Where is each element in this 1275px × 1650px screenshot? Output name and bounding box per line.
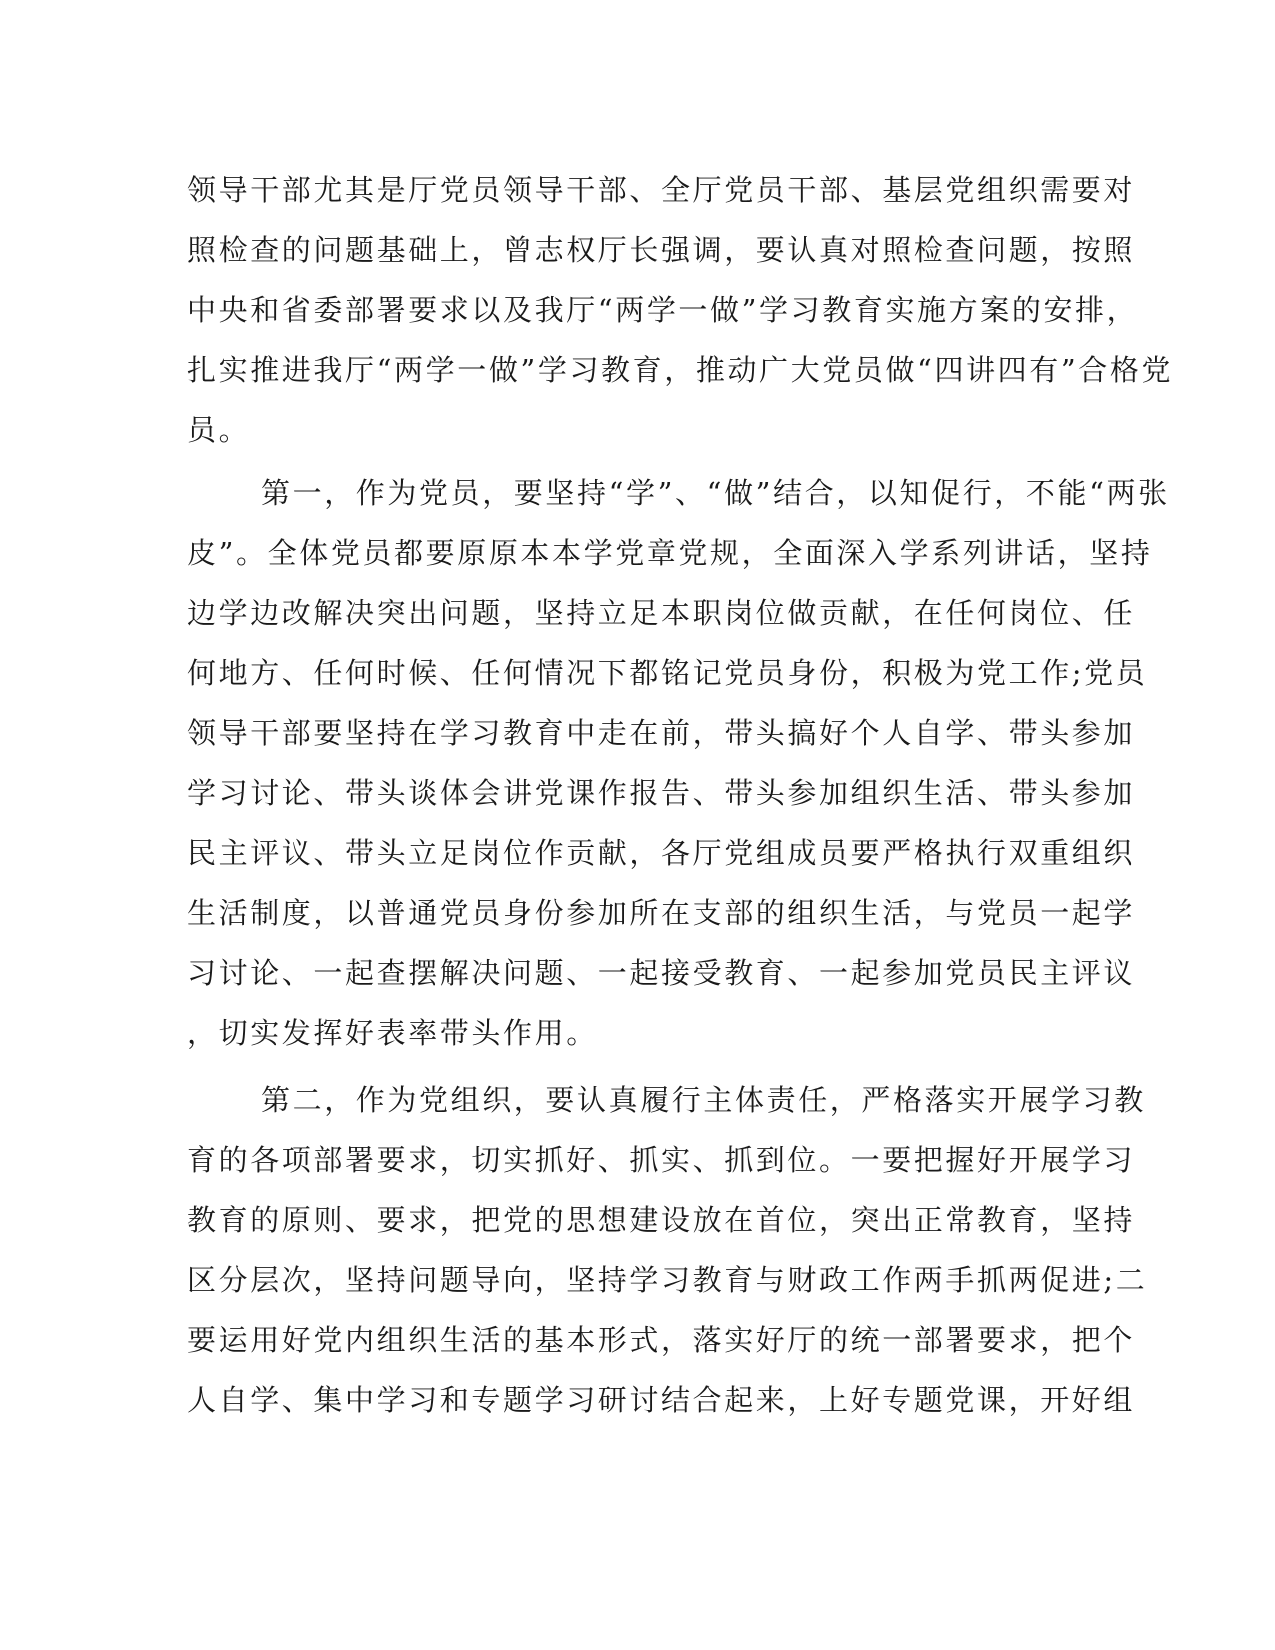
paragraph-2	[187, 463, 1170, 1063]
text-line: 教育的原则、要求，把党的思想建设放在首位，突出正常教育，坚持	[187, 1203, 1136, 1237]
text-line: 要运用好党内组织生活的基本形式，落实好厅的统一部署要求，把个	[187, 1323, 1136, 1357]
text-line: 育的各项部署要求，切实抓好、抓实、抓到位。一要把握好开展学习	[187, 1143, 1136, 1177]
text-line: 领导干部尤其是厅党员领导干部、全厅党员干部、基层党组织需要对	[187, 173, 1136, 207]
text-line: 领导干部要坚持在学习教育中走在前，带头搞好个人自学、带头参加	[187, 716, 1136, 750]
paragraph-1	[187, 160, 1174, 460]
paragraph-3	[187, 1070, 1148, 1430]
text-line: 区分层次，坚持问题导向，坚持学习教育与财政工作两手抓两促进;二	[187, 1263, 1148, 1297]
text-line: 第二，作为党组织，要认真履行主体责任，严格落实开展学习教	[261, 1083, 1146, 1117]
text-line: 民主评议、带头立足岗位作贡献，各厅党组成员要严格执行双重组织	[187, 836, 1136, 870]
text-line: ，切实发挥好表率带头作用。	[187, 1016, 598, 1050]
text-line: 扎实推进我厅“两学一做”学习教育，推动广大党员做“四讲四有”合格党	[187, 353, 1174, 387]
text-line: 边学边改解决突出问题，坚持立足本职岗位做贡献，在任何岗位、任	[187, 596, 1136, 630]
text-line: 人自学、集中学习和专题学习研讨结合起来，上好专题党课，开好组	[187, 1383, 1136, 1417]
text-line: 中央和省委部署要求以及我厅“两学一做”学习教育实施方案的安排，	[187, 293, 1139, 327]
text-line: 照检查的问题基础上，曾志权厅长强调，要认真对照检查问题，按照	[187, 233, 1136, 267]
text-line: 何地方、任何时候、任何情况下都铭记党员身份，积极为党工作;党员	[187, 656, 1148, 690]
text-line: 员。	[187, 413, 251, 447]
text-line: 生活制度，以普通党员身份参加所在支部的组织生活，与党员一起学	[187, 896, 1136, 930]
text-line: 学习讨论、带头谈体会讲党课作报告、带头参加组织生活、带头参加	[187, 776, 1136, 810]
text-line: 习讨论、一起查摆解决问题、一起接受教育、一起参加党员民主评议	[187, 956, 1136, 990]
text-line: 皮”。全体党员都要原原本本学党章党规，全面深入学系列讲话，坚持	[187, 536, 1153, 570]
text-line: 第一，作为党员，要坚持“学”、“做”结合，以知促行，不能“两张	[261, 476, 1170, 510]
